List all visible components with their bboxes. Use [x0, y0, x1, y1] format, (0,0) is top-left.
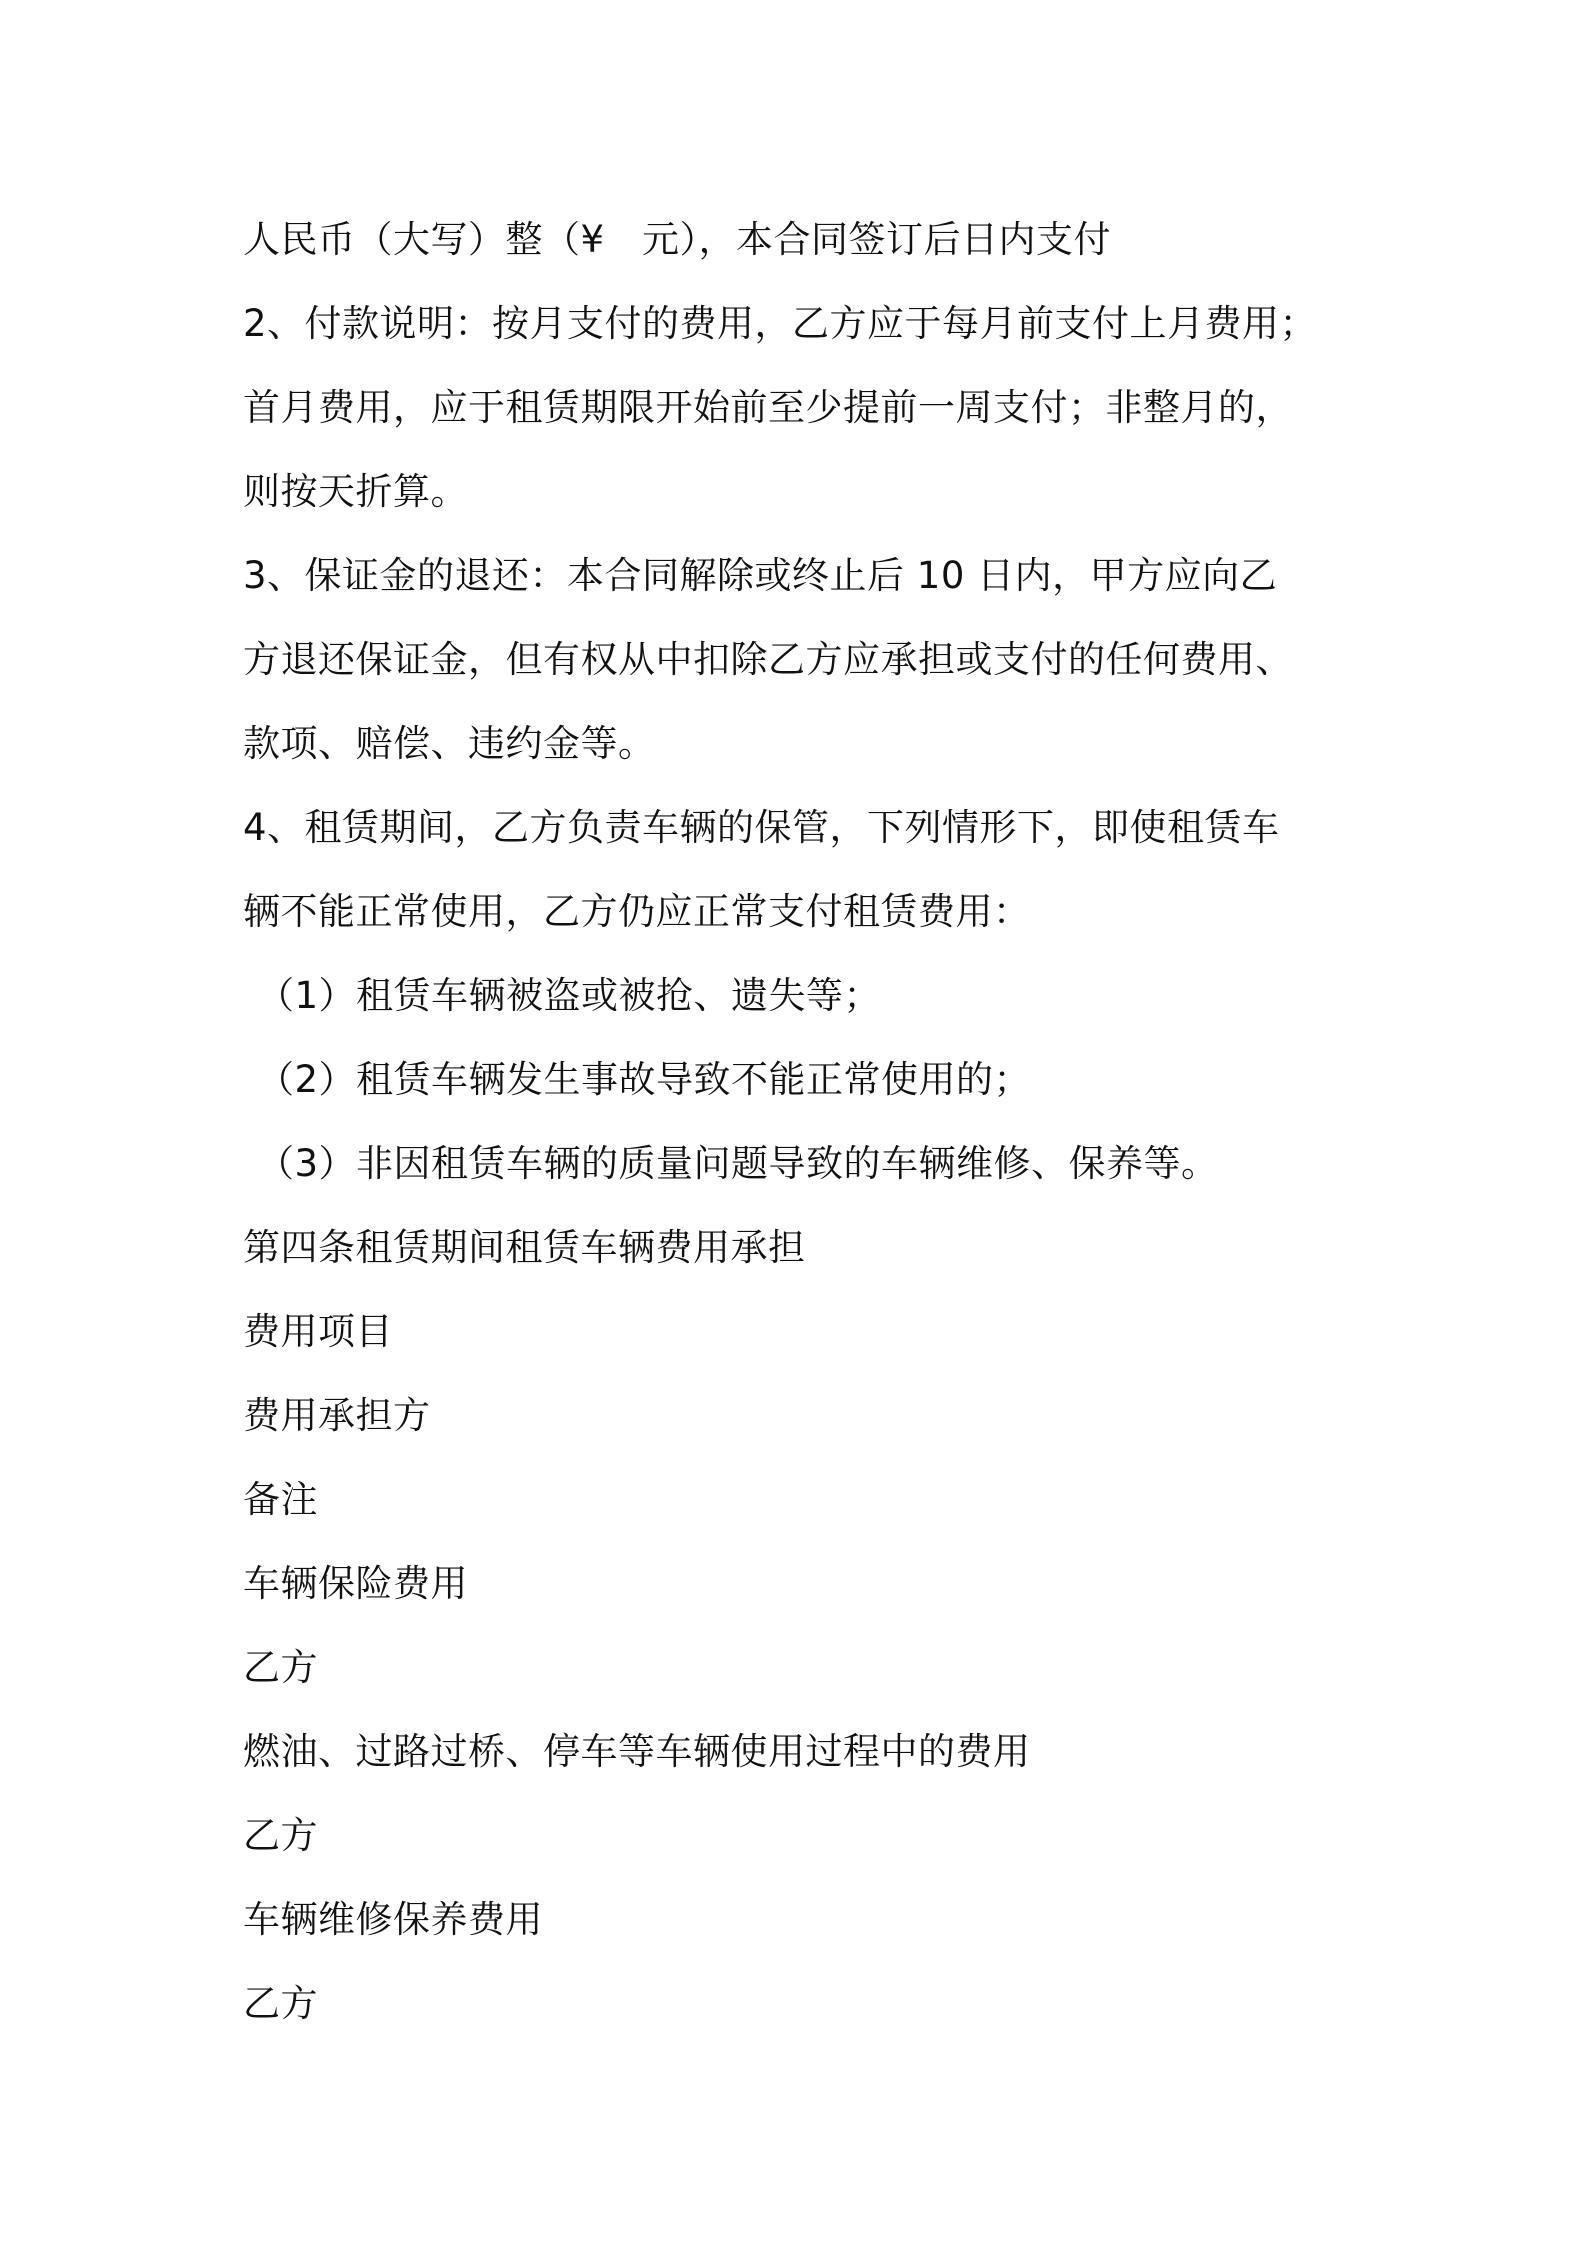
- cost-row-maintenance-item: 车辆维修保养费用: [243, 1898, 543, 1941]
- clause-3-deposit-line-3: 款项、赔偿、违约金等。: [243, 722, 656, 765]
- payment-amount-line: 人民币（大写）整（¥ 元），本合同签订后日内支付: [243, 218, 1112, 261]
- clause-4-custody-line-1: 4、租赁期间，乙方负责车辆的保管，下列情形下，即使租赁车: [243, 806, 1280, 849]
- cost-table-header-item: 费用项目: [243, 1310, 393, 1353]
- cost-table-header-bearer: 费用承担方: [243, 1394, 431, 1437]
- clause-2-payment-note-line-1: 2、付款说明：按月支付的费用，乙方应于每月前支付上月费用；: [243, 302, 1318, 345]
- article-4-heading: 第四条租赁期间租赁车辆费用承担: [243, 1226, 806, 1269]
- clause-2-payment-note-line-2: 首月费用，应于租赁期限开始前至少提前一周支付；非整月的，: [243, 386, 1293, 429]
- clause-4-item-3: （3）非因租赁车辆的质量问题导致的车辆维修、保养等。: [257, 1142, 1219, 1185]
- cost-row-usage-bearer: 乙方: [243, 1814, 318, 1857]
- cost-row-maintenance-bearer: 乙方: [243, 1982, 318, 2025]
- clause-4-item-2: （2）租赁车辆发生事故导致不能正常使用的；: [257, 1058, 1032, 1101]
- cost-row-insurance-item: 车辆保险费用: [243, 1562, 468, 1605]
- contract-body: [243, 198, 1393, 2046]
- cost-row-insurance-bearer: 乙方: [243, 1646, 318, 1689]
- cost-row-usage-item: 燃油、过路过桥、停车等车辆使用过程中的费用: [243, 1730, 1031, 1773]
- clause-2-payment-note-line-3: 则按天折算。: [243, 470, 468, 513]
- clause-4-item-1: （1）租赁车辆被盗或被抢、遗失等；: [257, 974, 882, 1017]
- clause-4-custody-line-2: 辆不能正常使用，乙方仍应正常支付租赁费用：: [243, 890, 1031, 933]
- cost-table-header-remark: 备注: [243, 1478, 318, 1521]
- clause-3-deposit-line-1: 3、保证金的退还：本合同解除或终止后 10 日内，甲方应向乙: [243, 554, 1278, 597]
- clause-3-deposit-line-2: 方退还保证金，但有权从中扣除乙方应承担或支付的任何费用、: [243, 638, 1293, 681]
